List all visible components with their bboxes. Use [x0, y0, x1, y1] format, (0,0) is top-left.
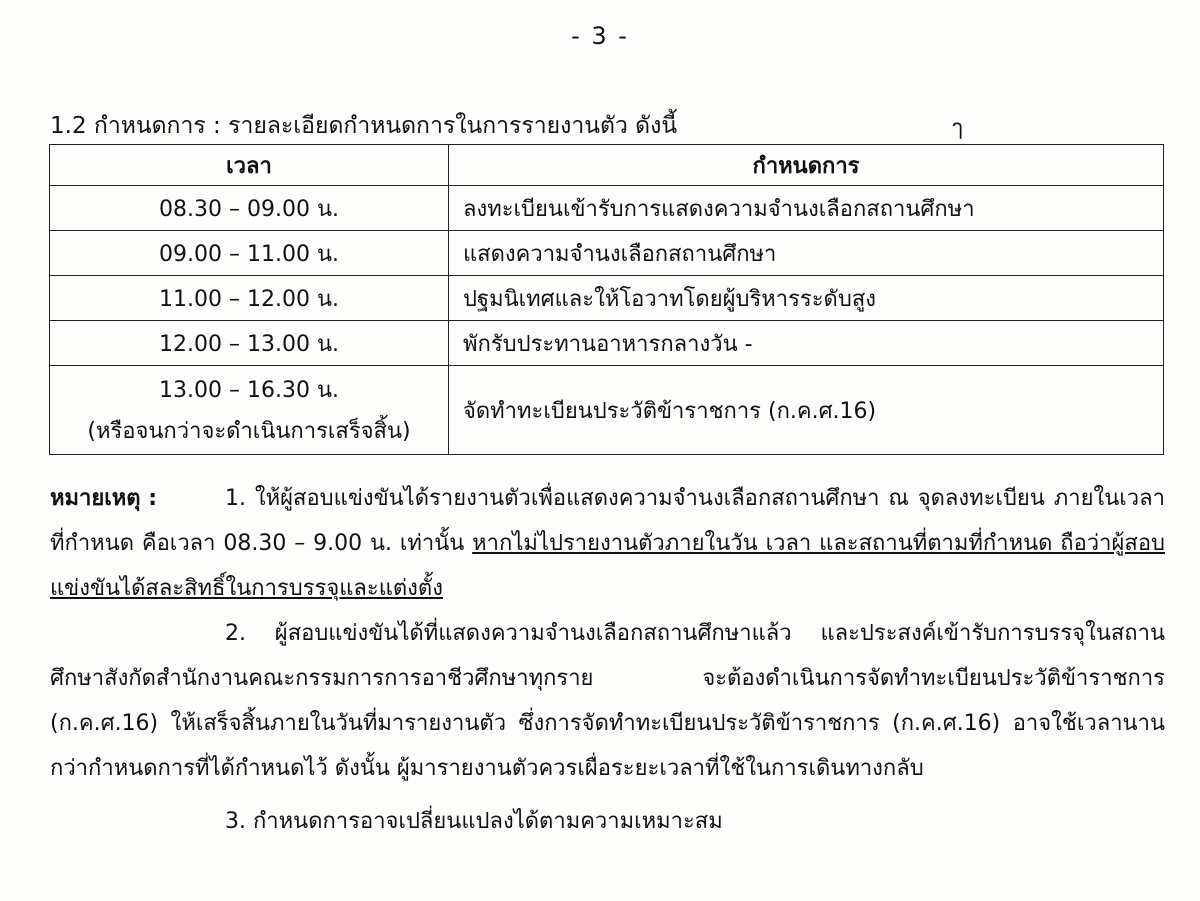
note-1-text: 1. ให้ผู้สอบแข่งขันได้รายงานตัวเพื่อแสดงความจำนงเลือกสถานศึกษา ณ จุดลงทะเบียน ภายในเวลาที่กำหนด คือเวลา 08.30 – 9.00 น. เท่านั้น: [50, 486, 1165, 556]
table-row: [50, 276, 1164, 321]
header-activity: กำหนดการ: [449, 145, 1164, 186]
table-row: [50, 366, 1164, 455]
table-row: [50, 231, 1164, 276]
note-3-text: 3. กำหนดการอาจเปลี่ยนแปลงได้ตามความเหมาะสม: [225, 809, 723, 834]
note-2: [50, 611, 1165, 791]
section-heading: 1.2 กำหนดการ : รายละเอียดกำหนดการในการรายงานตัว ดังนี้: [50, 113, 678, 139]
notes-label: หมายเหตุ :: [50, 486, 158, 511]
table-row: [50, 321, 1164, 366]
table-row: [50, 186, 1164, 231]
activity-cell: ปฐมนิเทศและให้โอวาทโดยผู้บริหารระดับสูง: [449, 276, 1164, 321]
stray-mark: ๅ: [952, 116, 963, 141]
time-cell: 11.00 – 12.00 น.: [50, 276, 449, 321]
time-cell: [50, 366, 449, 455]
activity-cell: แสดงความจำนงเลือกสถานศึกษา: [449, 231, 1164, 276]
notes-section: [50, 476, 1165, 844]
note-1-underlined: หากไม่ไปรายงานตัวภายในวัน เวลา และสถานที่ตามที่กำหนด ถือว่าผู้สอบแข่งขันได้สละสิทธิ์ในการบรรจุและแต่งตั้ง: [50, 531, 1166, 601]
time-text: 13.00 – 16.30 น.: [159, 378, 339, 403]
activity-cell: จัดทำทะเบียนประวัติข้าราชการ (ก.ค.ศ.16): [449, 366, 1164, 455]
note-3: [50, 799, 1165, 844]
note-1: [50, 476, 1165, 611]
time-subnote: (หรือจนกว่าจะดำเนินการเสร็จสิ้น): [87, 419, 411, 444]
page-number: - 3 -: [571, 22, 629, 50]
note-2-text: 2. ผู้สอบแข่งขันได้ที่แสดงความจำนงเลือกสถานศึกษาแล้ว และประสงค์เข้ารับการบรรจุในสถานศึกษาสังกัดสำนักงานคณะกรรมการการอาชีวศึกษาทุกราย จะต้องดำเนินการจัดทำทะเบียนประวัติข้าราชการ (ก.ค.ศ.16) ให้เสร็จสิ้นภายในวันที่มารายงานตัว ซึ่งการจัดทำทะเบียนประวัติข้าราชการ (ก.ค.ศ.16) อาจใช้เวลานานกว่ากำหนดการที่ได้กำหนดไว้ ดังนั้น ผู้มารายงานตัวควรเผื่อระยะเวลาที่ใช้ในการเดินทางกลับ: [50, 621, 1165, 781]
schedule-header-row: [50, 145, 1164, 186]
time-cell: 08.30 – 09.00 น.: [50, 186, 449, 231]
activity-cell: ลงทะเบียนเข้ารับการแสดงความจำนงเลือกสถานศึกษา: [449, 186, 1164, 231]
time-cell: 12.00 – 13.00 น.: [50, 321, 449, 366]
schedule-table: [49, 144, 1164, 455]
header-time: เวลา: [50, 145, 449, 186]
time-cell: 09.00 – 11.00 น.: [50, 231, 449, 276]
activity-cell: พักรับประทานอาหารกลางวัน -: [449, 321, 1164, 366]
